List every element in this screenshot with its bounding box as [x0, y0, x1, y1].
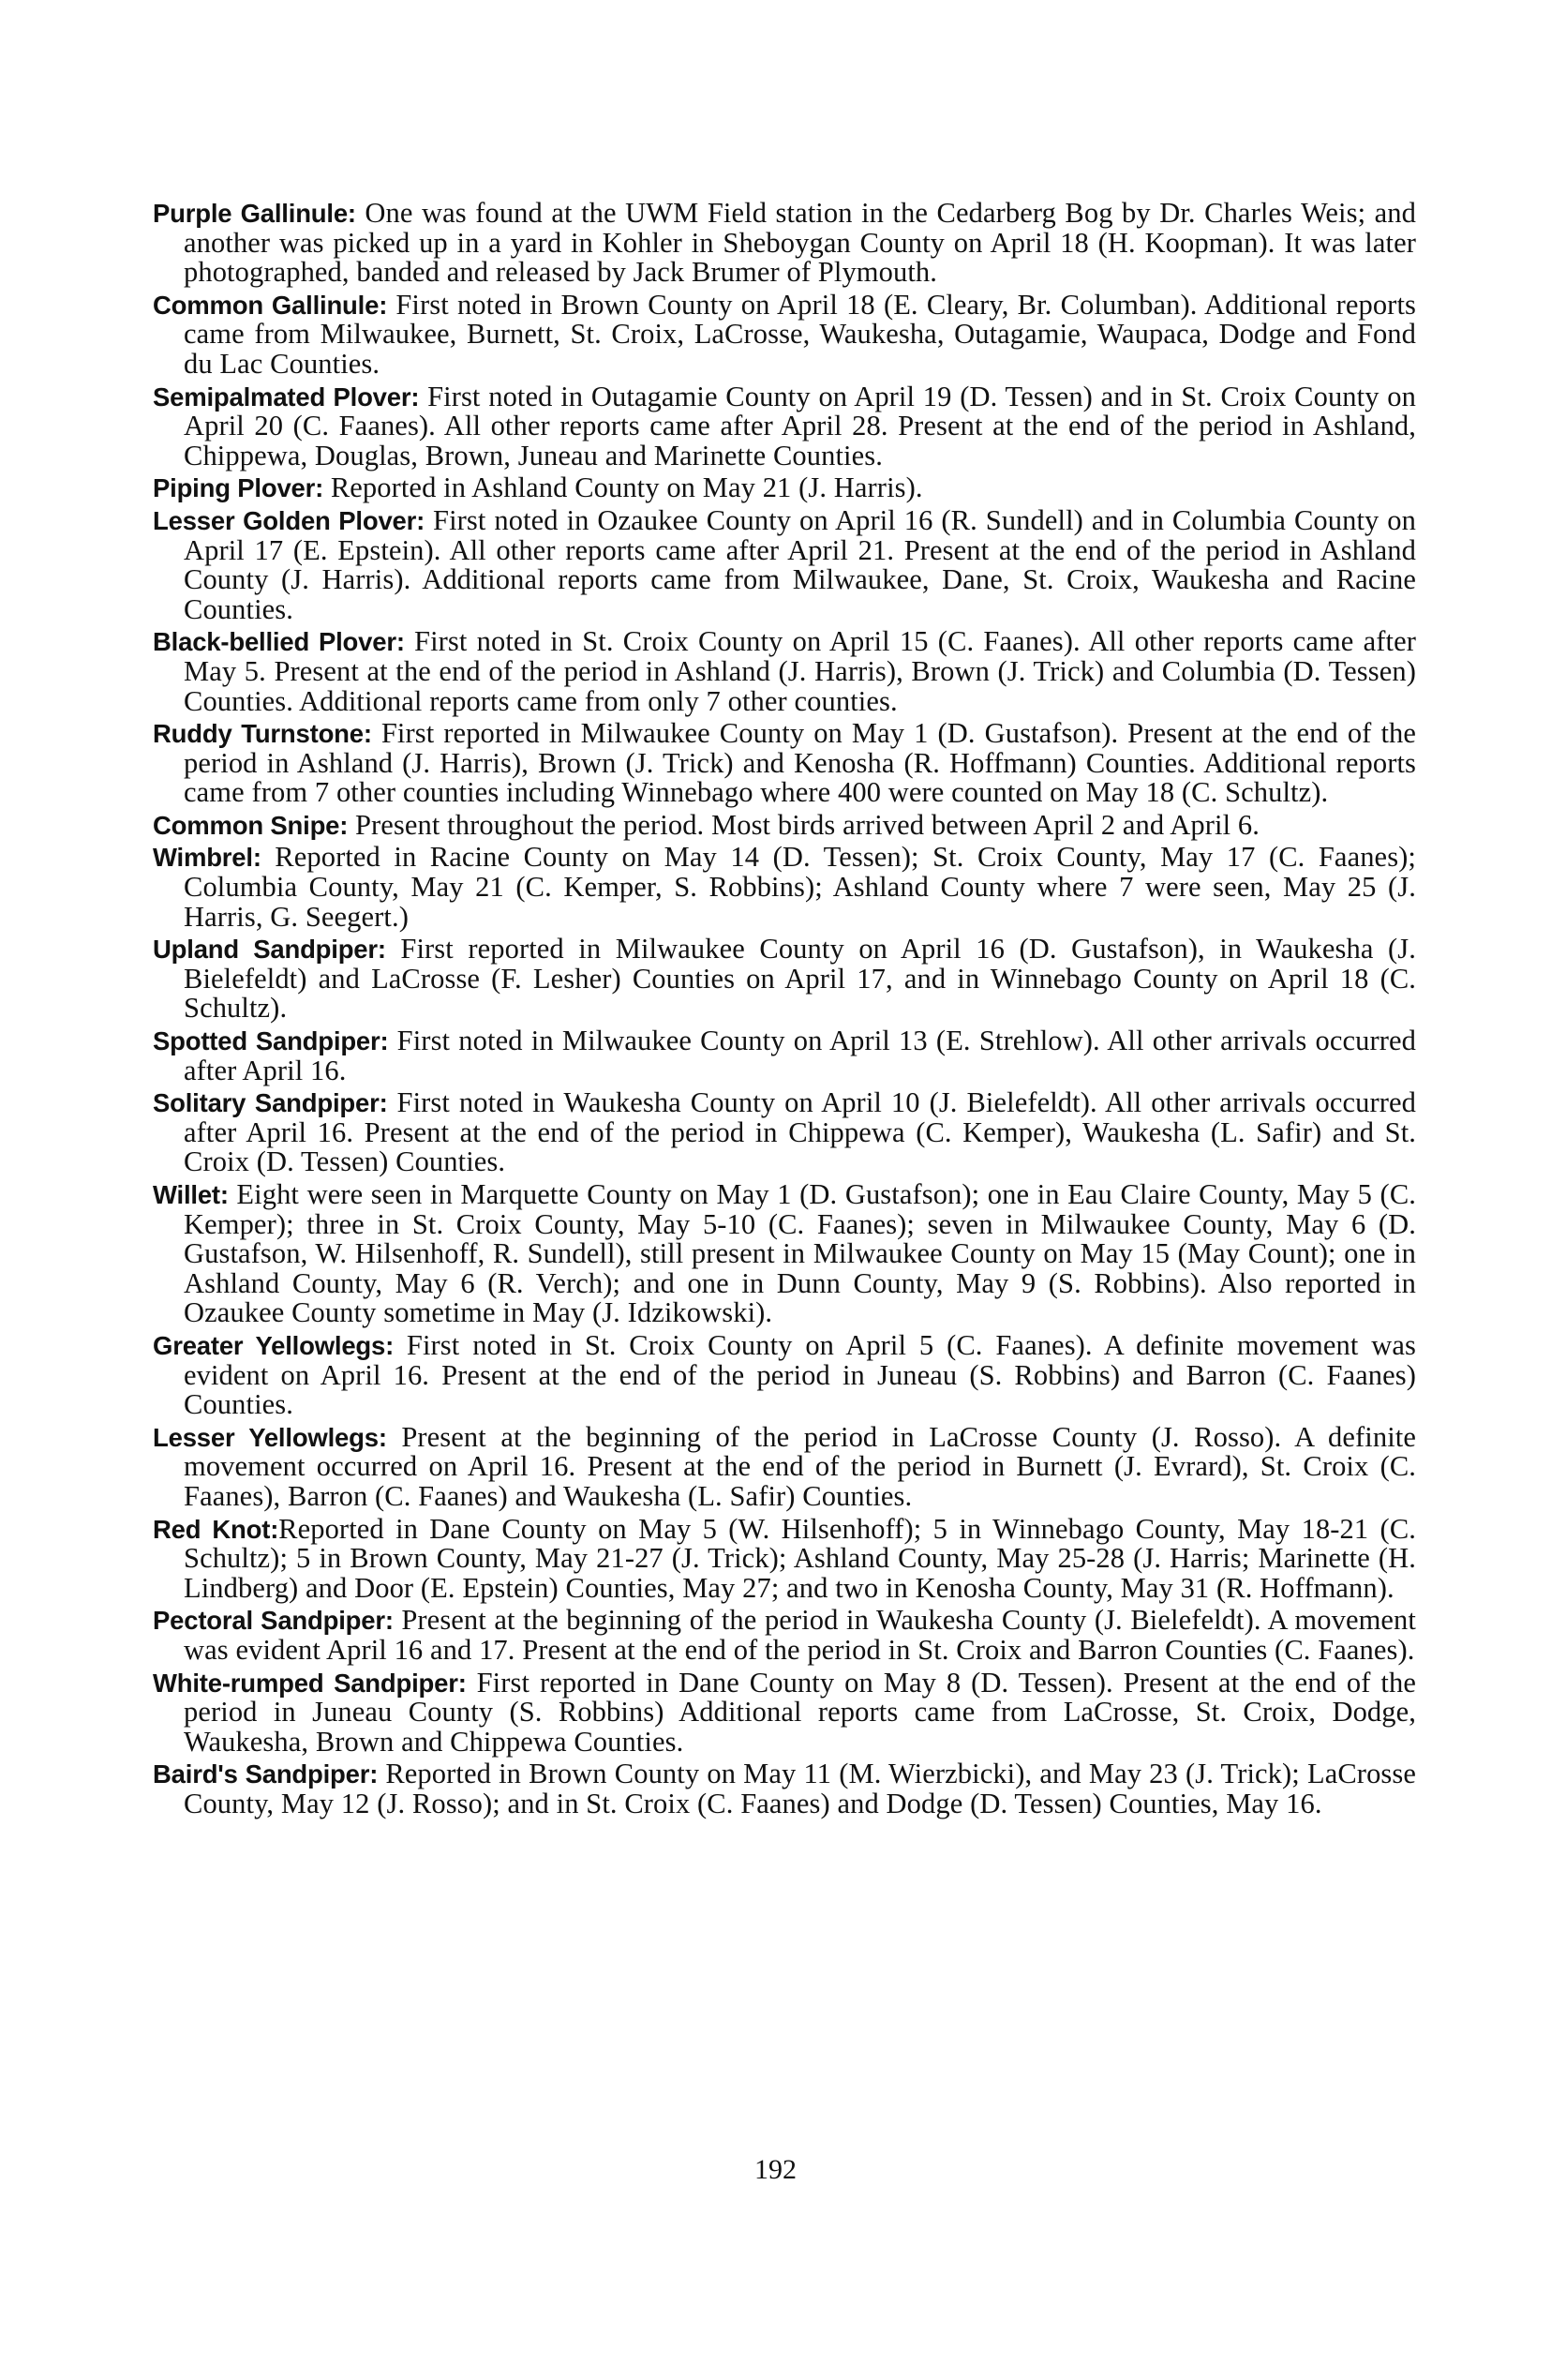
species-name: Semipalmated Plover:: [153, 382, 420, 412]
species-entry: [153, 1759, 1416, 1819]
page-number: 192: [754, 2154, 797, 2185]
species-name: White-rumped Sandpiper:: [153, 1668, 467, 1698]
species-text: First reported in Milwaukee County on April 16 (D. Gustafson), in Waukesha (J. Bielefeldt) and LaCrosse (F. Lesher) Counties on April 17, and in Winnebago County on April 18 (C. Schultz).: [184, 933, 1416, 1025]
species-name: Baird's Sandpiper:: [153, 1759, 379, 1789]
species-text: First reported in Milwaukee County on May 1 (D. Gustafson). Present at the end of the period in Ashland (J. Harris), Brown (J. Trick) and Kenosha (R. Hoffmann) Counties. Additional reports came from 7 other counties including Winnebago where 400 were counted on May 18 (C. Schultz).: [184, 717, 1417, 809]
species-text: Reported in Dane County on May 5 (W. Hilsenhoff); 5 in Winnebago County, May 18-21 (C. Schultz); 5 in Brown County, May 21-27 (J. Trick); Ashland County, May 25-28 (J. Harris; Marinette (H. Lindberg) and Door (E. Epstein) Counties, May 27; and two in Kenosha County, May 31 (R. Hoffmann).: [184, 1512, 1416, 1604]
species-text: Present at the beginning of the period in Waukesha County (J. Bielefeldt). A movement was evident April 16 and 17. Present at the end of the period in St. Croix and Barron Counties (C. Faanes).: [184, 1604, 1416, 1666]
species-text: First noted in Milwaukee County on April 13 (E. Strehlow). All other arrivals occurred after April 16.: [184, 1025, 1416, 1086]
species-name: Pectoral Sandpiper:: [153, 1606, 394, 1636]
species-text: Eight were seen in Marquette County on May 1 (D. Gustafson); one in Eau Claire County, May 5 (C. Kemper); three in St. Croix County, May 5-10 (C. Faanes); seven in Milwaukee County, May 6 (D. Gustafson, W. Hilsenhoff, R. Sundell), still present in Milwaukee County on May 15 (May Count); one in Ashland County, May 6 (R. Verch); and one in Dunn County, May 9 (S. Robbins). Also reported in Ozaukee County sometime in May (J. Idzikowski).: [184, 1178, 1416, 1329]
species-name: Red Knot:: [153, 1514, 279, 1544]
species-entry: [153, 1666, 1416, 1758]
species-text: First noted in Brown County on April 18 (E. Cleary, Br. Columban). Additional reports came from Milwaukee, Burnett, St. Croix, LaCrosse, Waukesha, Outagamie, Waupaca, Dodge and Fond du Lac Counties.: [184, 288, 1416, 380]
species-name: Piping Plover:: [153, 473, 324, 503]
species-entry: [153, 627, 1416, 716]
species-name: Ruddy Turnstone:: [153, 719, 372, 749]
species-name: Willet:: [153, 1180, 229, 1209]
species-text: First noted in Waukesha County on April 10 (J. Bielefeldt). All other arrivals occurred after April 16. Present at the end of the period in Chippewa (C. Kemper), Waukesha (L. Safir) and St. Croix (D. Tessen) Counties.: [184, 1086, 1416, 1178]
species-text: Present at the beginning of the period in LaCrosse County (J. Rosso). A definite movement occurred on April 16. Present at the end of the period in Burnett (J. Evrard), St. Croix (C. Faanes), Barron (C. Faanes) and Waukesha (L. Safir) Counties.: [184, 1420, 1416, 1512]
species-entry: [153, 1088, 1416, 1177]
species-entry: [153, 382, 1416, 472]
species-text: First noted in Outagamie County on April 19 (D. Tessen) and in St. Croix County on April 20 (C. Faanes). All other reports came after April 28. Present at the end of the period in Ashland, Chippewa, Douglas, Brown, Juneau and Marinette Counties.: [184, 380, 1417, 472]
species-name: Upland Sandpiper:: [153, 935, 386, 965]
species-entry: [153, 719, 1416, 808]
species-entry: [153, 1026, 1416, 1085]
species-text: First reported in Dane County on May 8 (D. Tessen). Present at the end of the period in Juneau County (S. Robbins) Additional reports came from LaCrosse, St. Croix, Dodge, Waukesha, Brown and Chippewa Counties.: [184, 1666, 1416, 1758]
species-text: First noted in Ozaukee County on April 16 (R. Sundell) and in Columbia County on April 17 (E. Epstein). All other reports came after April 21. Present at the end of the period in Ashland County (J. Harris). Additional reports came from Milwaukee, Dane, St. Croix, Waukesha and Racine Counties.: [184, 503, 1416, 625]
species-text: First noted in St. Croix County on April 15 (C. Faanes). All other reports came after May 5. Present at the end of the period in Ashland (J. Harris), Brown (J. Trick) and Columbia (D. Tessen) Counties. Additional reports came from only 7 other counties.: [184, 625, 1416, 717]
species-entry: [153, 1512, 1416, 1604]
species-name: Greater Yellowlegs:: [153, 1330, 395, 1360]
species-entry: [153, 808, 1416, 841]
species-name: Spotted Sandpiper:: [153, 1026, 389, 1056]
species-name: Common Gallinule:: [153, 290, 388, 320]
species-name: Lesser Yellowlegs:: [153, 1422, 387, 1452]
species-name: Common Snipe:: [153, 810, 349, 840]
species-name: Solitary Sandpiper:: [153, 1088, 388, 1118]
species-name: Lesser Golden Plover:: [153, 505, 425, 535]
species-name: Purple Gallinule:: [153, 199, 356, 228]
species-text: Reported in Ashland County on May 21 (J. Harris).: [323, 472, 923, 504]
species-entry: [153, 288, 1416, 380]
species-entry: [153, 1180, 1416, 1328]
species-entry: [153, 503, 1416, 625]
species-name: Black-bellied Plover:: [153, 627, 405, 657]
species-entry: [153, 843, 1416, 932]
species-entry: [153, 1328, 1416, 1421]
species-text: Reported in Racine County on May 14 (D. Tessen); St. Croix County, May 17 (C. Faanes); Columbia County, May 21 (C. Kemper, S. Robbins); Ashland County where 7 were seen, May 25 (J. Harris, G. Seegert.): [184, 841, 1416, 933]
species-text: One was found at the UWM Field station in the Cedarberg Bog by Dr. Charles Weis; and another was picked up in a yard in Kohler in Sheboygan County on April 18 (H. Koopman). It was later photographed, banded and released by Jack Brumer of Plymouth.: [184, 197, 1416, 289]
species-entries: [153, 199, 1416, 1821]
species-entry: [153, 935, 1416, 1024]
species-entry: [153, 473, 1416, 503]
species-entry: [153, 199, 1416, 288]
species-entry: [153, 1420, 1416, 1512]
species-text: Present throughout the period. Most birds arrived between April 2 and April 6.: [348, 808, 1260, 841]
species-text: First noted in St. Croix County on April 5 (C. Faanes). A definite movement was evident on April 16. Present at the end of the period in Juneau (S. Robbins) and Barron (C. Faanes) Counties.: [184, 1328, 1416, 1421]
species-name: Wimbrel:: [153, 843, 261, 873]
species-text: Reported in Brown County on May 11 (M. Wierzbicki), and May 23 (J. Trick); LaCrosse County, May 12 (J. Rosso); and in St. Croix (C. Faanes) and Dodge (D. Tessen) Counties, May 16.: [184, 1758, 1416, 1819]
species-entry: [153, 1606, 1416, 1665]
